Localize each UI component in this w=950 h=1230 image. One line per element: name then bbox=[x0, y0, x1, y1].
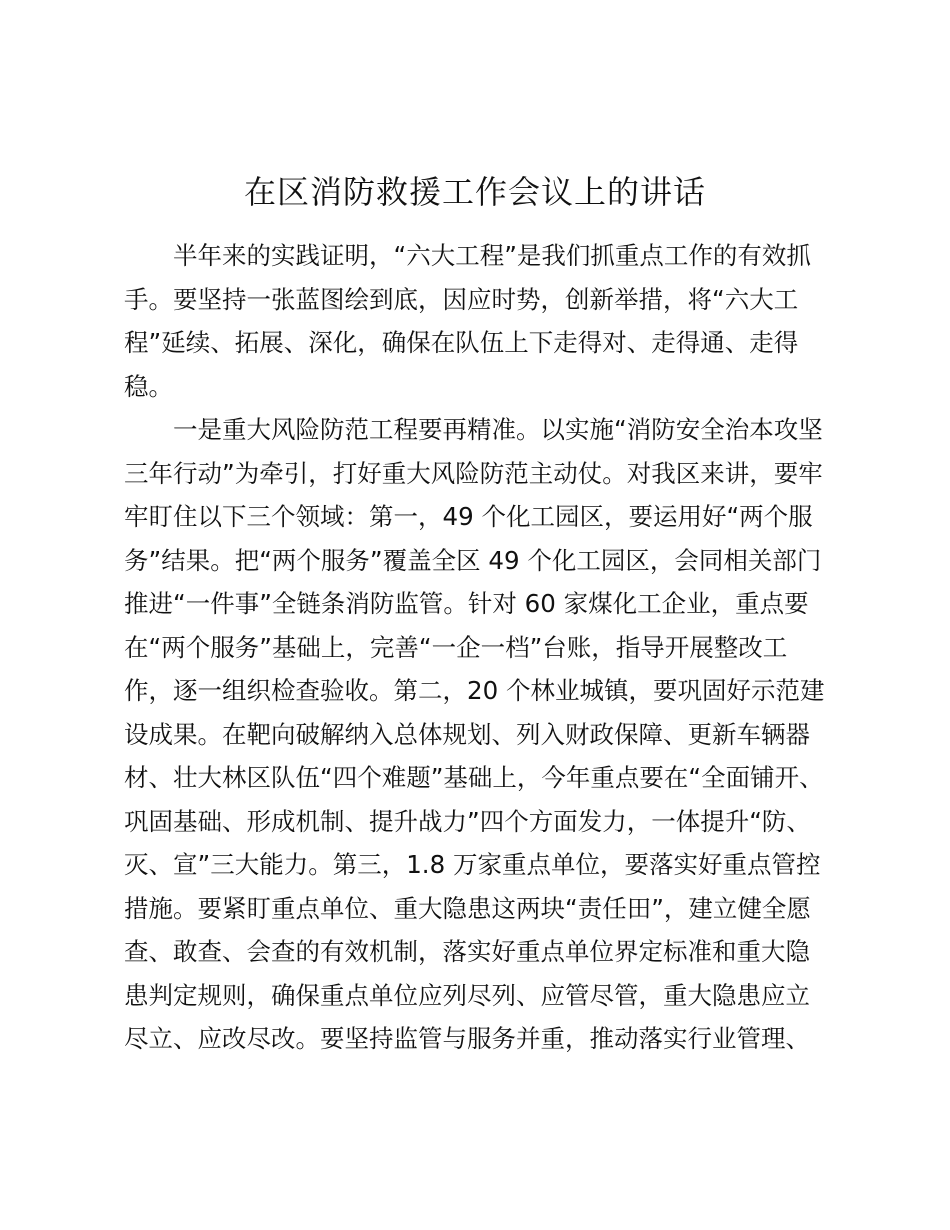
text-line: 牢盯住以下三个领域：第一，49 个化工园区，要运用好“两个服 bbox=[124, 502, 813, 531]
text-line: 灭、宣”三大能力。第三，1.8 万家重点单位，要落实好重点管控 bbox=[124, 850, 821, 879]
text-line: 在“两个服务”基础上，完善“一企一档”台账，指导开展整改工 bbox=[124, 632, 788, 662]
text-line: 稳。 bbox=[124, 371, 173, 401]
text-line: 程”延续、拓展、深化，确保在队伍上下走得对、走得通、走得 bbox=[124, 328, 799, 357]
text-line: 措施。要紧盯重点单位、重大隐患这两块“责任田”，建立健全愿 bbox=[124, 893, 811, 923]
text-line: 务”结果。把“两个服务”覆盖全区 49 个化工园区，会同相关部门 bbox=[124, 545, 822, 575]
text-line: 作，逐一组织检查验收。第二，20 个林业城镇，要巩固好示范建 bbox=[124, 676, 825, 705]
document-body bbox=[124, 234, 836, 1061]
text-line: 查、敢查、会查的有效机制，落实好重点单位界定标准和重大隐 bbox=[124, 937, 810, 966]
document-title: 在区消防救援工作会议上的讲话 bbox=[243, 173, 706, 211]
text-line: 手。要坚持一张蓝图绘到底，因应时势，创新举措，将“六大工 bbox=[124, 284, 799, 314]
text-line: 材、壮大林区队伍“四个难题”基础上，今年重点要在“全面铺开、 bbox=[124, 763, 824, 792]
text-line: 巩固基础、形成机制、提升战力”四个方面发力，一体提升“防、 bbox=[124, 806, 811, 836]
text-line: 设成果。在靶向破解纳入总体规划、列入财政保障、更新车辆器 bbox=[124, 719, 810, 749]
text-line: 推进“一件事”全链条消防监管。针对 60 家煤化工企业，重点要 bbox=[124, 589, 809, 618]
text-line: 三年行动”为牵引，打好重大风险防范主动仗。对我区来讲，要牢 bbox=[124, 458, 823, 488]
text-line: 尽立、应改尽改。要坚持监管与服务并重，推动落实行业管理、 bbox=[124, 1024, 810, 1053]
text-line: 半年来的实践证明，“六大工程”是我们抓重点工作的有效抓 bbox=[173, 241, 811, 270]
text-line: 患判定规则，确保重点单位应列尽列、应管尽管，重大隐患应立 bbox=[124, 980, 810, 1010]
text-line: 一是重大风险防范工程要再精准。以实施“消防安全治本攻坚 bbox=[173, 415, 823, 444]
